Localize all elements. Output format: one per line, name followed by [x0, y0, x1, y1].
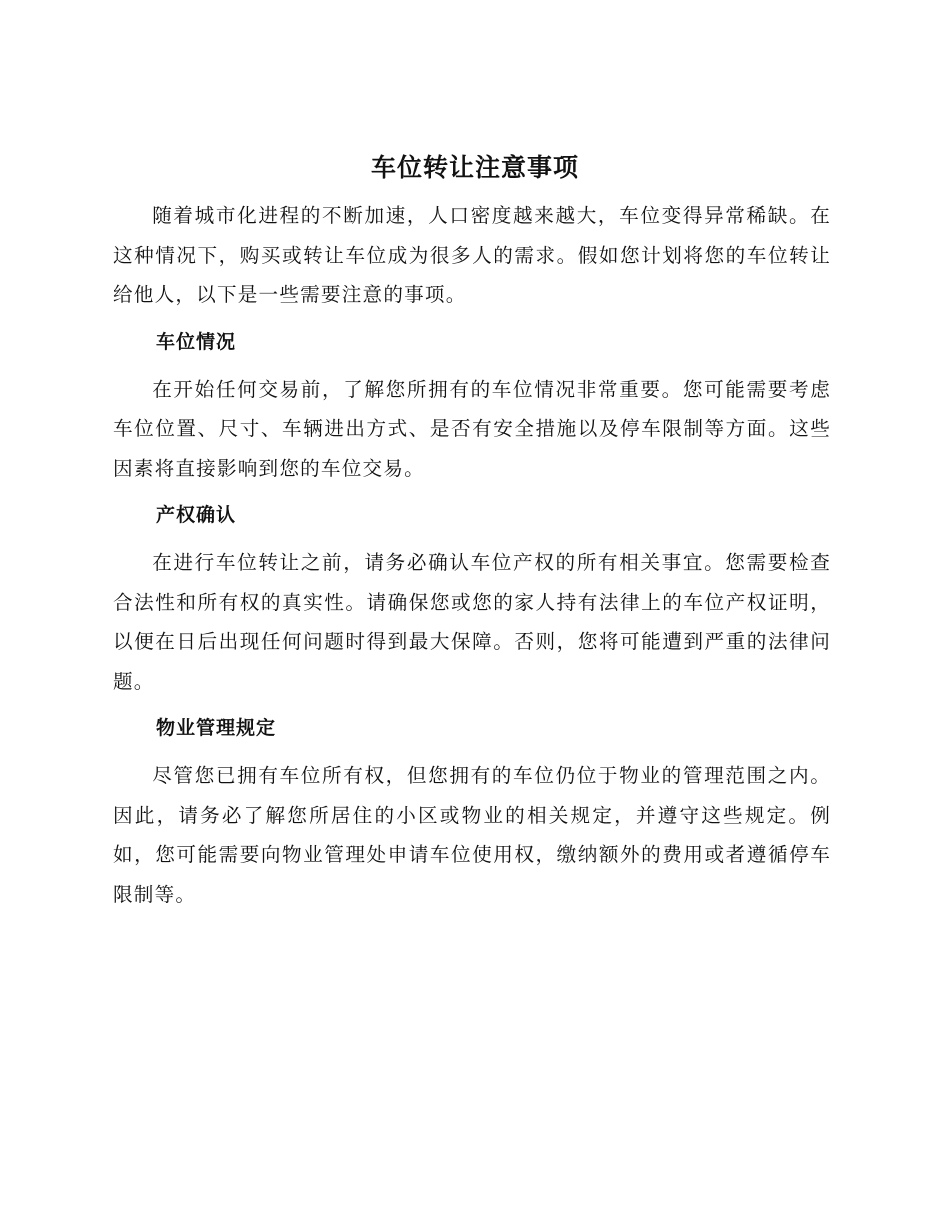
- section-body-ownership-confirmation: 在进行车位转让之前，请务必确认车位产权的所有相关事宜。您需要检查合法性和所有权的真实性。请确保您或您的家人持有法律上的车位产权证明，以便在日后出现任何问题时得到最大保障。否则，您将可能遭到严重的法律问题。: [113, 551, 831, 693]
- section-body-parking-condition: 在开始任何交易前，了解您所拥有的车位情况非常重要。您可能需要考虑车位位置、尺寸、车辆进出方式、是否有安全措施以及停车限制等方面。这些因素将直接影响到您的车位交易。: [113, 377, 831, 480]
- intro-paragraph: 随着城市化进程的不断加速，人口密度越来越大，车位变得异常稀缺。在这种情况下，购买或转让车位成为很多人的需求。假如您计划将您的车位转让给他人，以下是一些需要注意的事项。: [113, 204, 831, 306]
- section-heading-parking-condition: 车位情况: [156, 330, 237, 353]
- section-body-property-rules: 尽管您已拥有车位所有权，但您拥有的车位仍位于物业的管理范围之内。因此，请务必了解您所居住的小区或物业的相关规定，并遵守这些规定。例如，您可能需要向物业管理处申请车位使用权，缴纳额外的费用或者遵循停车限制等。: [113, 764, 831, 906]
- section-heading-property-rules: 物业管理规定: [156, 717, 277, 739]
- document-title: 车位转让注意事项: [370, 153, 579, 182]
- document-body: [113, 196, 831, 914]
- section-heading-ownership-confirmation: 产权确认: [156, 504, 237, 526]
